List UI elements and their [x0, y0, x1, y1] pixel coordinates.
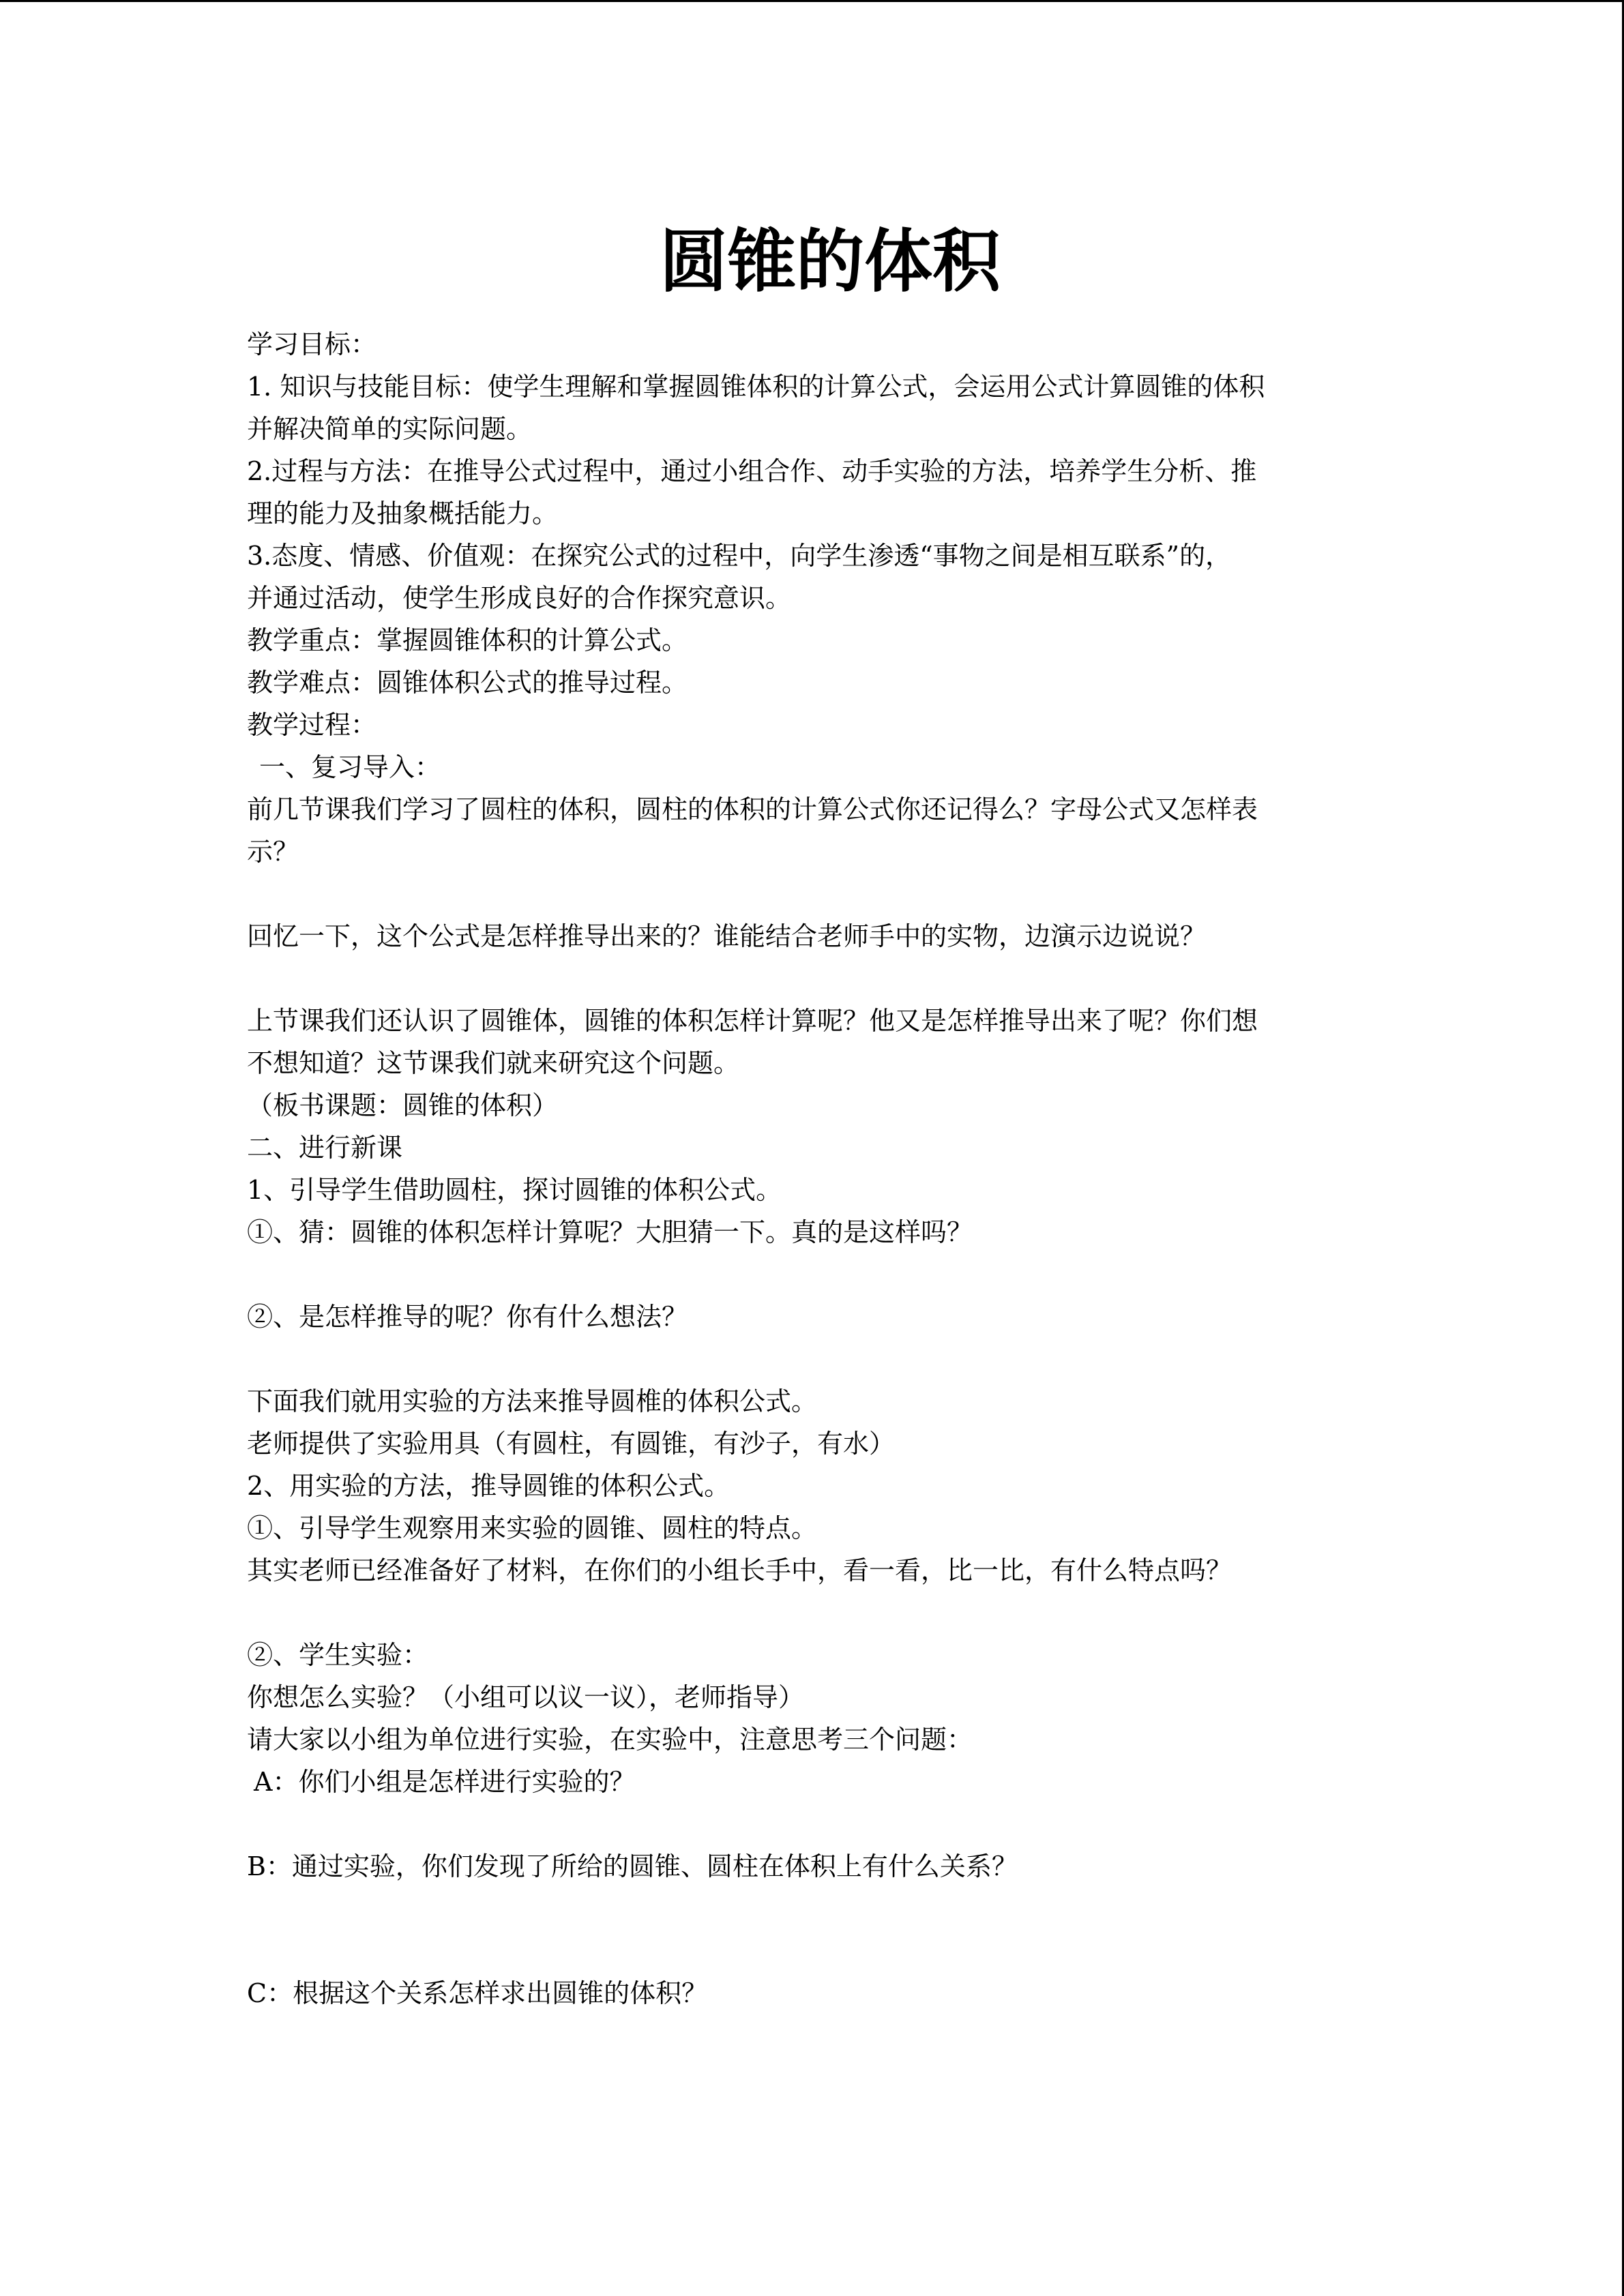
teaching-difficulty: 教学难点：圆锥体积公式的推导过程。 [247, 668, 688, 698]
goal-3-line-2: 并通过活动，使学生形成良好的合作探究意识。 [247, 583, 792, 613]
goal-1-line-2: 并解决简单的实际问题。 [247, 414, 533, 444]
goal-2-line-2: 理的能力及抽象概括能力。 [247, 498, 559, 528]
question-c: C：根据这个关系怎样求出圆锥的体积？ [247, 1978, 708, 2008]
spacer [247, 1592, 1386, 1634]
step-2-observe: ①、引导学生观察用来实验的圆锥、圆柱的特点。 [247, 1513, 818, 1543]
intro-paragraph-line-2: 不想知道？这节课我们就来研究这个问题。 [247, 1048, 740, 1078]
goal-3-line-1: 3.态度、情感、价值观：在探究公式的过程中，向学生渗透“事物之间是相互联系”的， [247, 541, 1232, 571]
teaching-process-heading: 教学过程： [247, 710, 377, 740]
experiment-instruction: 请大家以小组为单位进行实验，在实验中，注意思考三个问题： [247, 1725, 973, 1755]
question-b: B：通过实验，你们发现了所给的圆锥、圆柱在体积上有什么关系？ [247, 1851, 1018, 1881]
student-experiment-heading: ②、学生实验： [247, 1640, 429, 1670]
step-1: 1、引导学生借助圆柱，探讨圆锥的体积公式。 [247, 1175, 782, 1205]
intro-paragraph-line-1: 上节课我们还认识了圆锥体，圆锥的体积怎样计算呢？他又是怎样推导出来了呢？你们想 [247, 1006, 1258, 1036]
review-paragraph-line-2: 示？ [247, 837, 299, 867]
step-1-guess: ①、猜：圆锥的体积怎样计算呢？大胆猜一下。真的是这样吗？ [247, 1217, 973, 1247]
learning-goals-heading: 学习目标： [247, 329, 377, 359]
experiment-tools: 老师提供了实验用具（有圆柱，有圆锥，有沙子，有水） [247, 1429, 896, 1459]
section-1-heading: 一、复习导入： [259, 752, 441, 782]
experiment-intro: 下面我们就用实验的方法来推导圆椎的体积公式。 [247, 1386, 818, 1416]
question-a: A：你们小组是怎样进行实验的？ [254, 1767, 636, 1797]
step-2: 2、用实验的方法，推导圆锥的体积公式。 [247, 1471, 730, 1501]
spacer [247, 1803, 1386, 1845]
step-1-derive: ②、是怎样推导的呢？你有什么想法？ [247, 1302, 688, 1332]
document-title: 圆锥的体积 [660, 221, 1001, 301]
review-paragraph-line-1: 前几节课我们学习了圆柱的体积，圆柱的体积的计算公式你还记得么？字母公式又怎样表 [247, 794, 1258, 824]
goal-2-line-1: 2.过程与方法：在推导公式过程中，通过小组合作、动手实验的方法，培养学生分析、推 [247, 456, 1257, 486]
section-2-heading: 二、进行新课 [247, 1133, 403, 1163]
recall-paragraph: 回忆一下，这个公式是怎样推导出来的？谁能结合老师手中的实物，边演示边说说？ [247, 921, 1207, 951]
spacer [247, 1253, 1386, 1296]
spacer [247, 957, 1386, 1000]
spacer [247, 873, 1386, 915]
goal-1-line-1: 1. 知识与技能目标：使学生理解和掌握圆锥体积的计算公式，会运用公式计算圆锥的体积 [247, 372, 1265, 402]
step-2-materials: 其实老师已经准备好了材料，在你们的小组长手中，看一看，比一比，有什么特点吗？ [247, 1555, 1232, 1585]
experiment-question: 你想怎么实验？（小组可以议一议），老师指导） [247, 1682, 805, 1712]
document-page [247, 217, 1386, 2014]
spacer [247, 1338, 1386, 1380]
page-top-border [0, 0, 1624, 2]
board-title-note: （板书课题：圆锥的体积） [247, 1090, 559, 1120]
spacer [247, 1888, 1386, 1972]
teaching-key-point: 教学重点：掌握圆锥体积的计算公式。 [247, 625, 688, 655]
